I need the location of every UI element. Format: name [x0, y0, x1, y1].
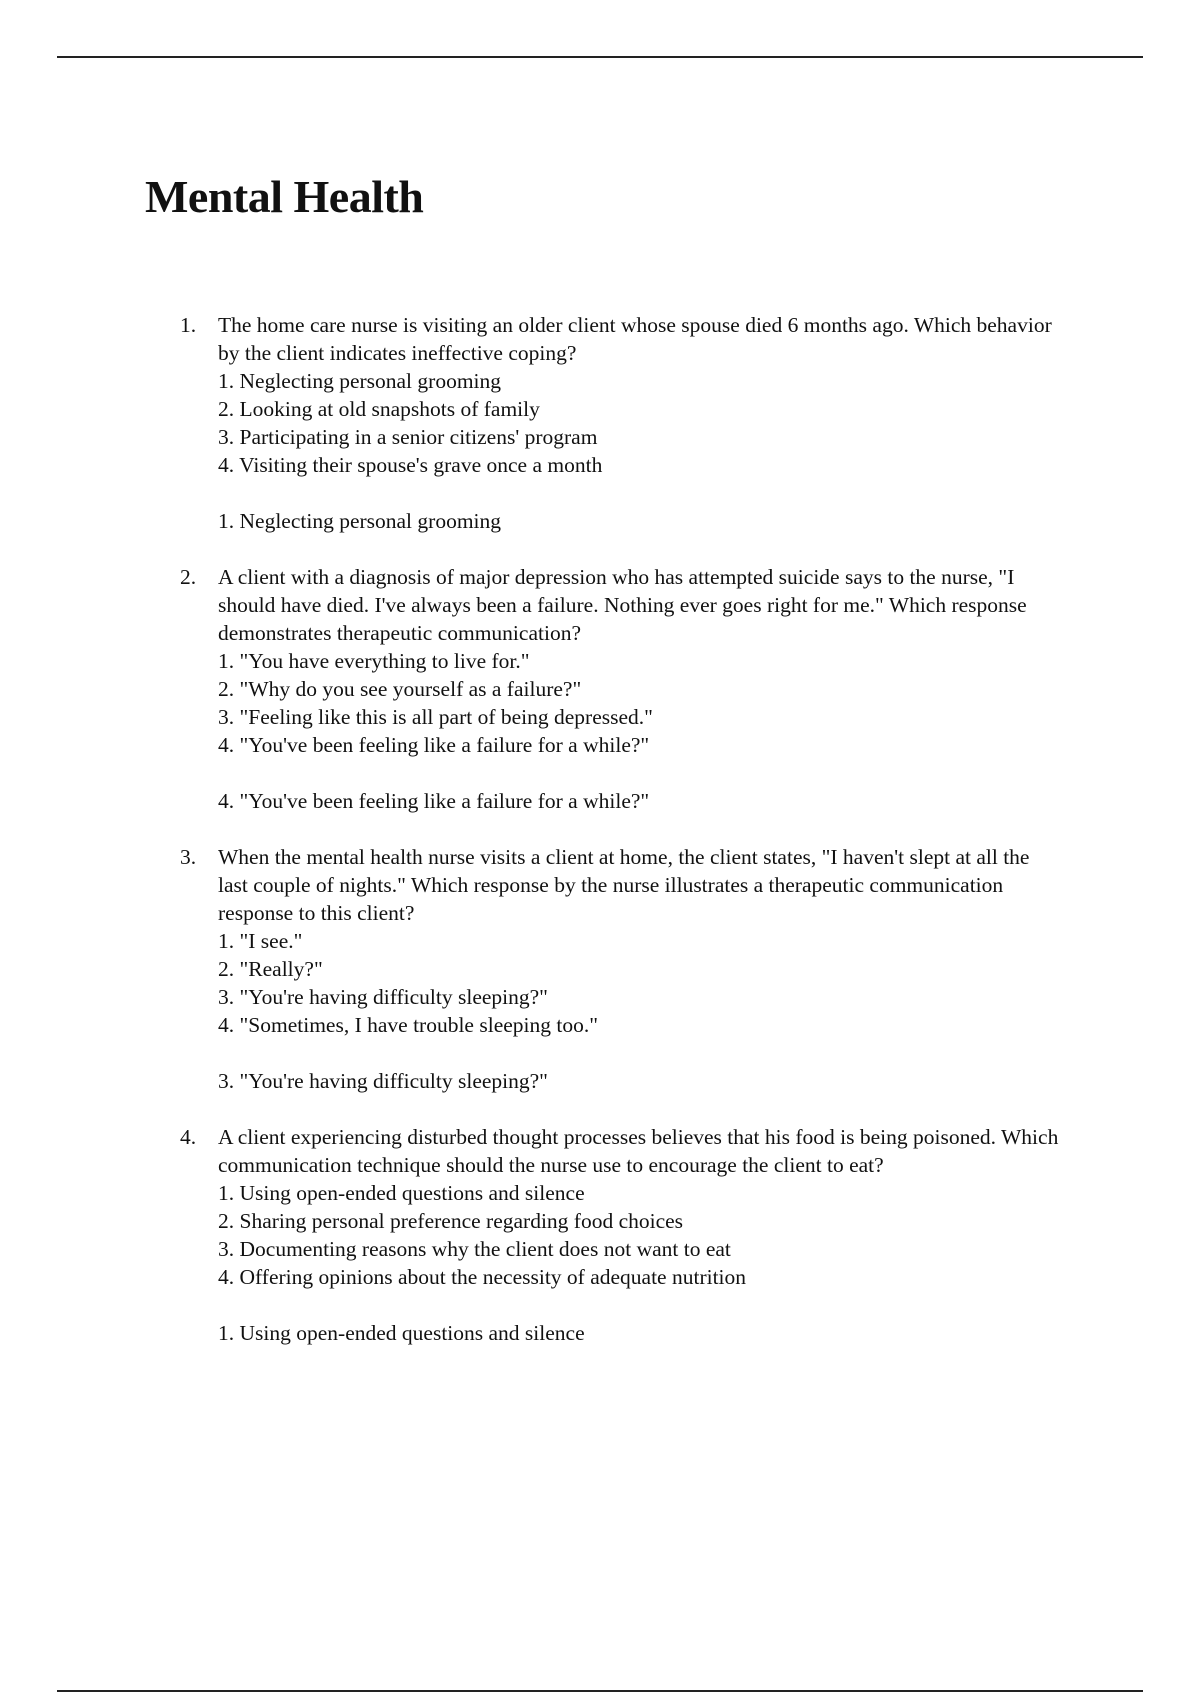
answer-options — [218, 367, 1060, 479]
correct-answer: 1. Neglecting personal grooming — [218, 509, 502, 533]
correct-answer: 4. "You've been feeling like a failure for a while?" — [218, 789, 650, 813]
question-text: A client with a diagnosis of major depression who has attempted suicide says to the nurse, "I should have died. I've always been a failure. Nothing ever goes right for me." Which response demonstrates therapeutic communication? — [218, 565, 1027, 645]
question-list — [180, 311, 1060, 1375]
question-number: 2. — [180, 565, 197, 589]
answer-option: 2. Looking at old snapshots of family — [218, 397, 540, 421]
answer-option: 4. "You've been feeling like a failure for a while?" — [218, 733, 650, 757]
top-rule — [57, 56, 1143, 58]
answer-option: 1. "I see." — [218, 929, 303, 953]
question-item — [180, 1123, 1060, 1347]
answer-option: 3. Documenting reasons why the client does not want to eat — [218, 1237, 731, 1261]
question-text: The home care nurse is visiting an older client whose spouse died 6 months ago. Which behavior by the client indicates ineffective coping? — [218, 313, 1052, 365]
answer-options — [218, 927, 1060, 1039]
answer-option: 3. Participating in a senior citizens' program — [218, 425, 598, 449]
answer-option: 3. "Feeling like this is all part of being depressed." — [218, 705, 653, 729]
question-item — [180, 563, 1060, 815]
answer-options — [218, 1179, 1060, 1291]
answer-option: 3. "You're having difficulty sleeping?" — [218, 985, 548, 1009]
question-text: A client experiencing disturbed thought processes believes that his food is being poisoned. Which communication technique should the nurse use to encourage the client to eat? — [218, 1125, 1059, 1177]
answer-option: 2. "Really?" — [218, 957, 323, 981]
answer-options — [218, 647, 1060, 759]
answer-option: 1. Neglecting personal grooming — [218, 369, 502, 393]
question-item — [180, 311, 1060, 535]
answer-option: 4. Offering opinions about the necessity of adequate nutrition — [218, 1265, 747, 1289]
question-item — [180, 843, 1060, 1095]
document-title: Mental Health — [145, 171, 424, 222]
bottom-rule — [57, 1690, 1143, 1692]
answer-option: 4. "Sometimes, I have trouble sleeping too." — [218, 1013, 598, 1037]
correct-answer: 1. Using open-ended questions and silence — [218, 1321, 585, 1345]
correct-answer: 3. "You're having difficulty sleeping?" — [218, 1069, 548, 1093]
question-number: 1. — [180, 313, 197, 337]
answer-option: 2. "Why do you see yourself as a failure?" — [218, 677, 582, 701]
answer-option: 4. Visiting their spouse's grave once a month — [218, 453, 603, 477]
question-number: 3. — [180, 845, 197, 869]
question-text: When the mental health nurse visits a client at home, the client states, "I haven't slept at all the last couple of nights." Which response by the nurse illustrates a therapeutic communication response to this client? — [218, 845, 1030, 925]
question-number: 4. — [180, 1125, 197, 1149]
answer-option: 2. Sharing personal preference regarding food choices — [218, 1209, 684, 1233]
answer-option: 1. Using open-ended questions and silence — [218, 1181, 585, 1205]
answer-option: 1. "You have everything to live for." — [218, 649, 530, 673]
